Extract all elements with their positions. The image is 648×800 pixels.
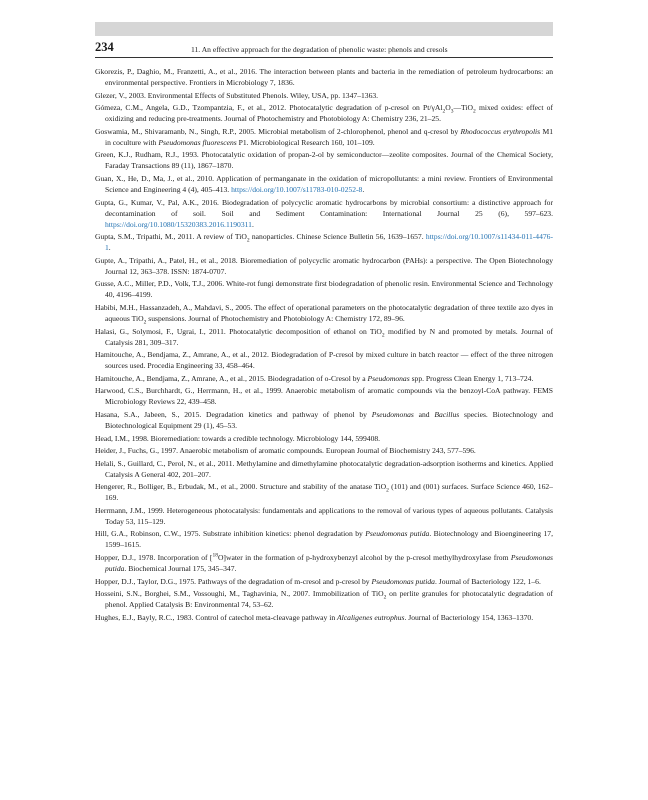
reference-item: Hamitouche, A., Bendjama, Z., Amrane, A., et al., 2012. Biodegradation of P-cresol by mixed culture in batch reactor — effect of the three nitrogen sources used. Procedia Engineering 33, 458–464.: [95, 350, 553, 371]
reference-item: Green, K.J., Rudham, R.J., 1993. Photocatalytic oxidation of propan-2-ol by semiconductor—zeolite composites. Journal of the Chemical Society, Faraday Transactions 89 (11), 1867–1870.: [95, 150, 553, 171]
reference-item: Hengerer, R., Bolliger, B., Erbudak, M., et al., 2000. Structure and stability of the anatase TiO$_2$ (101) and (001) surfaces. Surface Science 460, 162–169.: [95, 482, 553, 503]
doi-link[interactable]: https://doi.org/10.1007/s11783-010-0252-8: [231, 184, 363, 194]
reference-list: [95, 66, 553, 624]
reference-item: Hasana, S.A., Jabeen, S., 2015. Degradation kinetics and pathway of phenol by Pseudomonas and Bacillus species. Biotechnology and Biotechnological Equipment 29 (1), 45–53.: [95, 409, 553, 430]
page-header: [95, 37, 553, 58]
reference-item: Glezer, V., 2003. Environmental Effects of Substituted Phenols. Wiley, USA, pp. 1347–1363.: [95, 90, 379, 100]
reference-item: Hughes, E.J., Bayly, R.C., 1983. Control of catechol meta-cleavage pathway in Alcaligenes eutrophus. Journal of Bacteriology 154, 1363–1370.: [95, 612, 534, 622]
reference-item: Halasi, G., Solymosi, F., Ugrai, I., 2011. Photocatalytic decomposition of ethanol on TiO$_2$ modified by N and promoted by metals. Journal of Catalysis 281, 309–317.: [95, 326, 553, 347]
reference-item: Harwood, C.S., Burchhardt, G., Herrmann, H., et al., 1999. Anaerobic metabolism of aromatic compounds via the benzoyl-CoA pathway. FEMS Microbiology Reviews 22, 439–458.: [95, 386, 553, 407]
reference-item: Herrmann, J.M., 1999. Heterogeneous photocatalysis: fundamentals and applications to the removal of various types of aqueous pollutants. Catalysis Today 53, 115–129.: [95, 505, 553, 526]
header-gray-band: [95, 22, 553, 36]
reference-item: Hosseini, S.N., Borghei, S.M., Vossoughi, M., Taghavinia, N., 2007. Immobilization of TiO$_2$ on perlite granules for photocatalytic degradation of phenol. Applied Catalysis B: Environmental 74, 53–62.: [95, 589, 553, 610]
page-number: 234: [95, 40, 114, 54]
reference-item: Hopper, D.J., Taylor, D.G., 1975. Pathways of the degradation of m-cresol and p-cresol by Pseudomonas putida. Journal of Bacteriology 122, 1–6.: [95, 576, 541, 586]
reference-item: Goswamia, M., Shivaramanb, N., Singh, R.P., 2005. Microbial metabolism of 2-chlorophenol, phenol and q-cresol by Rhodococcus erythropolis M1 in coculture with Pseudomonas fluorescens P1. Microbiological Research 160, 101–109.: [95, 126, 553, 147]
doi-link[interactable]: https://doi.org/10.1080/15320383.2016.1190311: [105, 219, 252, 229]
reference-item: Gupta, S.M., Tripathi, M., 2011. A review of TiO$_2$ nanoparticles. Chinese Science Bulletin 56, 1639–1657. https://doi.org/10.1007/s11434-011-4476-1.: [95, 232, 553, 253]
reference-item: Hopper, D.J., 1978. Incorporation of [$^{18}$O]water in the formation of p-hydroxybenzyl alcohol by the p-cresol methylhydroxylase from Pseudomonas putida. Biochemical Journal 175, 345–347.: [95, 552, 554, 574]
reference-item: Hill, G.A., Robinson, C.W., 1975. Substrate inhibition kinetics: phenol degradation by Pseudomonas putida. Biotechnology and Bioengineering 17, 1599–1615.: [95, 529, 553, 550]
reference-item: Gkorezis, P., Daghio, M., Franzetti, A., et al., 2016. The interaction between plants and bacteria in the remediation of petroleum hydrocarbons: an environmental perspective. Frontiers in Microbiology 7, 1836.: [95, 67, 553, 87]
reference-item: Guan, X., He, D., Ma, J., et al., 2010. Application of permanganate in the oxidation of micropollutants: a mini review. Frontiers of Environmental Science and Engineering 4 (4), 405–413. https://doi.org/10.1007/s11783-010-0252-8.: [95, 173, 553, 194]
running-head: 11. An effective approach for the degradation of phenolic waste: phenols and cresols: [191, 45, 448, 54]
doi-link[interactable]: https://doi.org/10.1007/s11434-011-4476-1: [105, 232, 553, 253]
reference-item: Hamitouche, A., Bendjama, Z., Amrane, A., et al., 2015. Biodegradation of o-Cresol by a Pseudomonas spp. Progress Clean Energy 1, 713–724.: [95, 373, 534, 383]
reference-item: Heider, J., Fuchs, G., 1997. Anaerobic metabolism of aromatic compounds. European Journal of Biochemistry 243, 577–596.: [95, 446, 476, 456]
reference-item: Helali, S., Guillard, C., Perol, N., et al., 2011. Methylamine and dimethylamine photocatalytic degradation-adsorption isotherms and kinetics. Applied Catalysis A General 402, 201–207.: [95, 458, 553, 479]
reference-item: Gupta, G., Kumar, V., Pal, A.K., 2016. Biodegradation of polycyclic aromatic hydrocarbons by microbial consortium: a distinctive approach for decontamination of soil. Soil and Sediment Contamination: International Journal 25 (6), 597–623. https://doi.org/10.1080/15320383.2016.1190311.: [95, 197, 553, 229]
reference-item: Gupte, A., Tripathi, A., Patel, H., et al., 2018. Bioremediation of polycyclic aromatic hydrocarbon (PAHs): a perspective. The Open Biotechnology Journal 12, 363–378. ISSN: 1874-0707.: [95, 255, 553, 276]
reference-item: Habibi, M.H., Hassanzadeh, A., Mahdavi, S., 2005. The effect of operational parameters on the photocatalytic degradation of three textile azo dyes in aqueous TiO$_2$ suspensions. Journal of Photochemistry and Photobiology A: Chemistry 172, 89–96.: [95, 302, 553, 326]
reference-item: Head, I.M., 1998. Bioremediation: towards a credible technology. Microbiology 144, 599408.: [95, 433, 381, 443]
reference-item: Gómeza, C.M., Angela, G.D., Tzompantzia, F., et al., 2012. Photocatalytic degradation of p-cresol on $Pt/\gamma Al_2O_3—TiO_2$ mixed oxides: effect of oxidizing and reducing pre-treatments. Journal of Photochemistry and Photobiology A: Chemistry 236, 21–25.: [95, 103, 553, 124]
reference-item: Gusse, A.C., Miller, P.D., Volk, T.J., 2006. White-rot fungi demonstrate first biodegradation of phenolic resin. Environmental Science and Technology 40, 4196–4199.: [95, 279, 553, 300]
